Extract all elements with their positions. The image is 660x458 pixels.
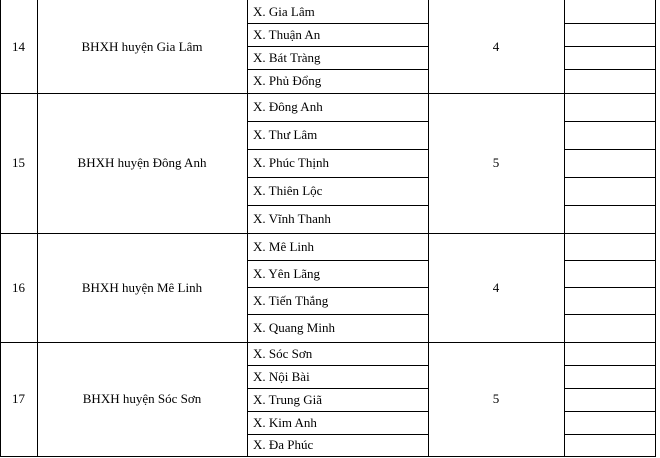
commune-row-line [247, 23, 429, 24]
commune-name: X. Tiến Thắng [253, 292, 329, 308]
commune-name: X. Thiên Lộc [253, 183, 323, 198]
office-name: BHXH huyện Mê Linh [81, 279, 203, 295]
group-separator [0, 342, 656, 343]
column-border [37, 0, 38, 457]
extra-row-line [564, 205, 656, 206]
commune-name: X. Trung Giã [253, 391, 322, 407]
commune-row-line [247, 434, 429, 435]
commune-name: X. Yên Lãng [253, 265, 321, 281]
commune-name: X. Thư Lâm [253, 127, 318, 142]
commune-row-line [247, 149, 429, 150]
row-number: 17 [12, 391, 25, 406]
group-separator [0, 93, 656, 94]
commune-name: X. Gia Lâm [253, 3, 315, 19]
commune-row-line [247, 260, 429, 261]
commune-name: X. Quang Minh [253, 320, 335, 335]
commune-row-line [247, 177, 429, 178]
commune-name: X. Kim Anh [253, 414, 317, 430]
office-name: BHXH huyện Sóc Sơn [82, 391, 202, 406]
commune-row-line [247, 69, 429, 70]
commune-name: X. Sóc Sơn [253, 345, 313, 361]
commune-name: X. Đông Anh [253, 99, 323, 114]
extra-row-line [564, 314, 656, 315]
extra-row-line [564, 46, 656, 47]
group-separator [0, 233, 656, 234]
commune-name: X. Nội Bài [253, 368, 310, 384]
extra-row-line [564, 149, 656, 150]
commune-name: X. Đa Phúc [253, 437, 314, 452]
row-number: 15 [12, 155, 25, 170]
extra-row-line [564, 287, 656, 288]
office-name: BHXH huyện Đông Anh [77, 155, 207, 170]
extra-row-line [564, 23, 656, 24]
row-number: 16 [12, 279, 25, 295]
commune-name: X. Vĩnh Thanh [253, 211, 331, 226]
group-separator [0, 456, 656, 457]
commune-name: X. Mê Linh [253, 238, 315, 254]
extra-row-line [564, 365, 656, 366]
extra-row-line [564, 434, 656, 435]
commune-count: 4 [492, 38, 500, 54]
commune-row-line [247, 388, 429, 389]
commune-row-line [247, 314, 429, 315]
commune-row-line [247, 46, 429, 47]
extra-row-line [564, 388, 656, 389]
column-border [0, 0, 1, 457]
commune-row-line [247, 121, 429, 122]
commune-name: X. Phúc Thịnh [253, 155, 329, 170]
commune-count: 5 [492, 391, 500, 406]
extra-row-line [564, 177, 656, 178]
commune-name: X. Thuận An [253, 26, 321, 42]
extra-row-line [564, 411, 656, 412]
commune-count: 4 [492, 279, 500, 295]
extra-row-line [564, 121, 656, 122]
office-name: BHXH huyện Gia Lâm [81, 38, 203, 54]
row-number: 14 [12, 38, 25, 54]
commune-name: X. Phủ Đổng [253, 73, 322, 88]
extra-row-line [564, 69, 656, 70]
commune-name: X. Bát Tràng [253, 49, 321, 65]
extra-row-line [564, 260, 656, 261]
commune-row-line [247, 411, 429, 412]
commune-row-line [247, 365, 429, 366]
commune-row-line [247, 205, 429, 206]
commune-count: 5 [492, 155, 500, 170]
commune-row-line [247, 287, 429, 288]
